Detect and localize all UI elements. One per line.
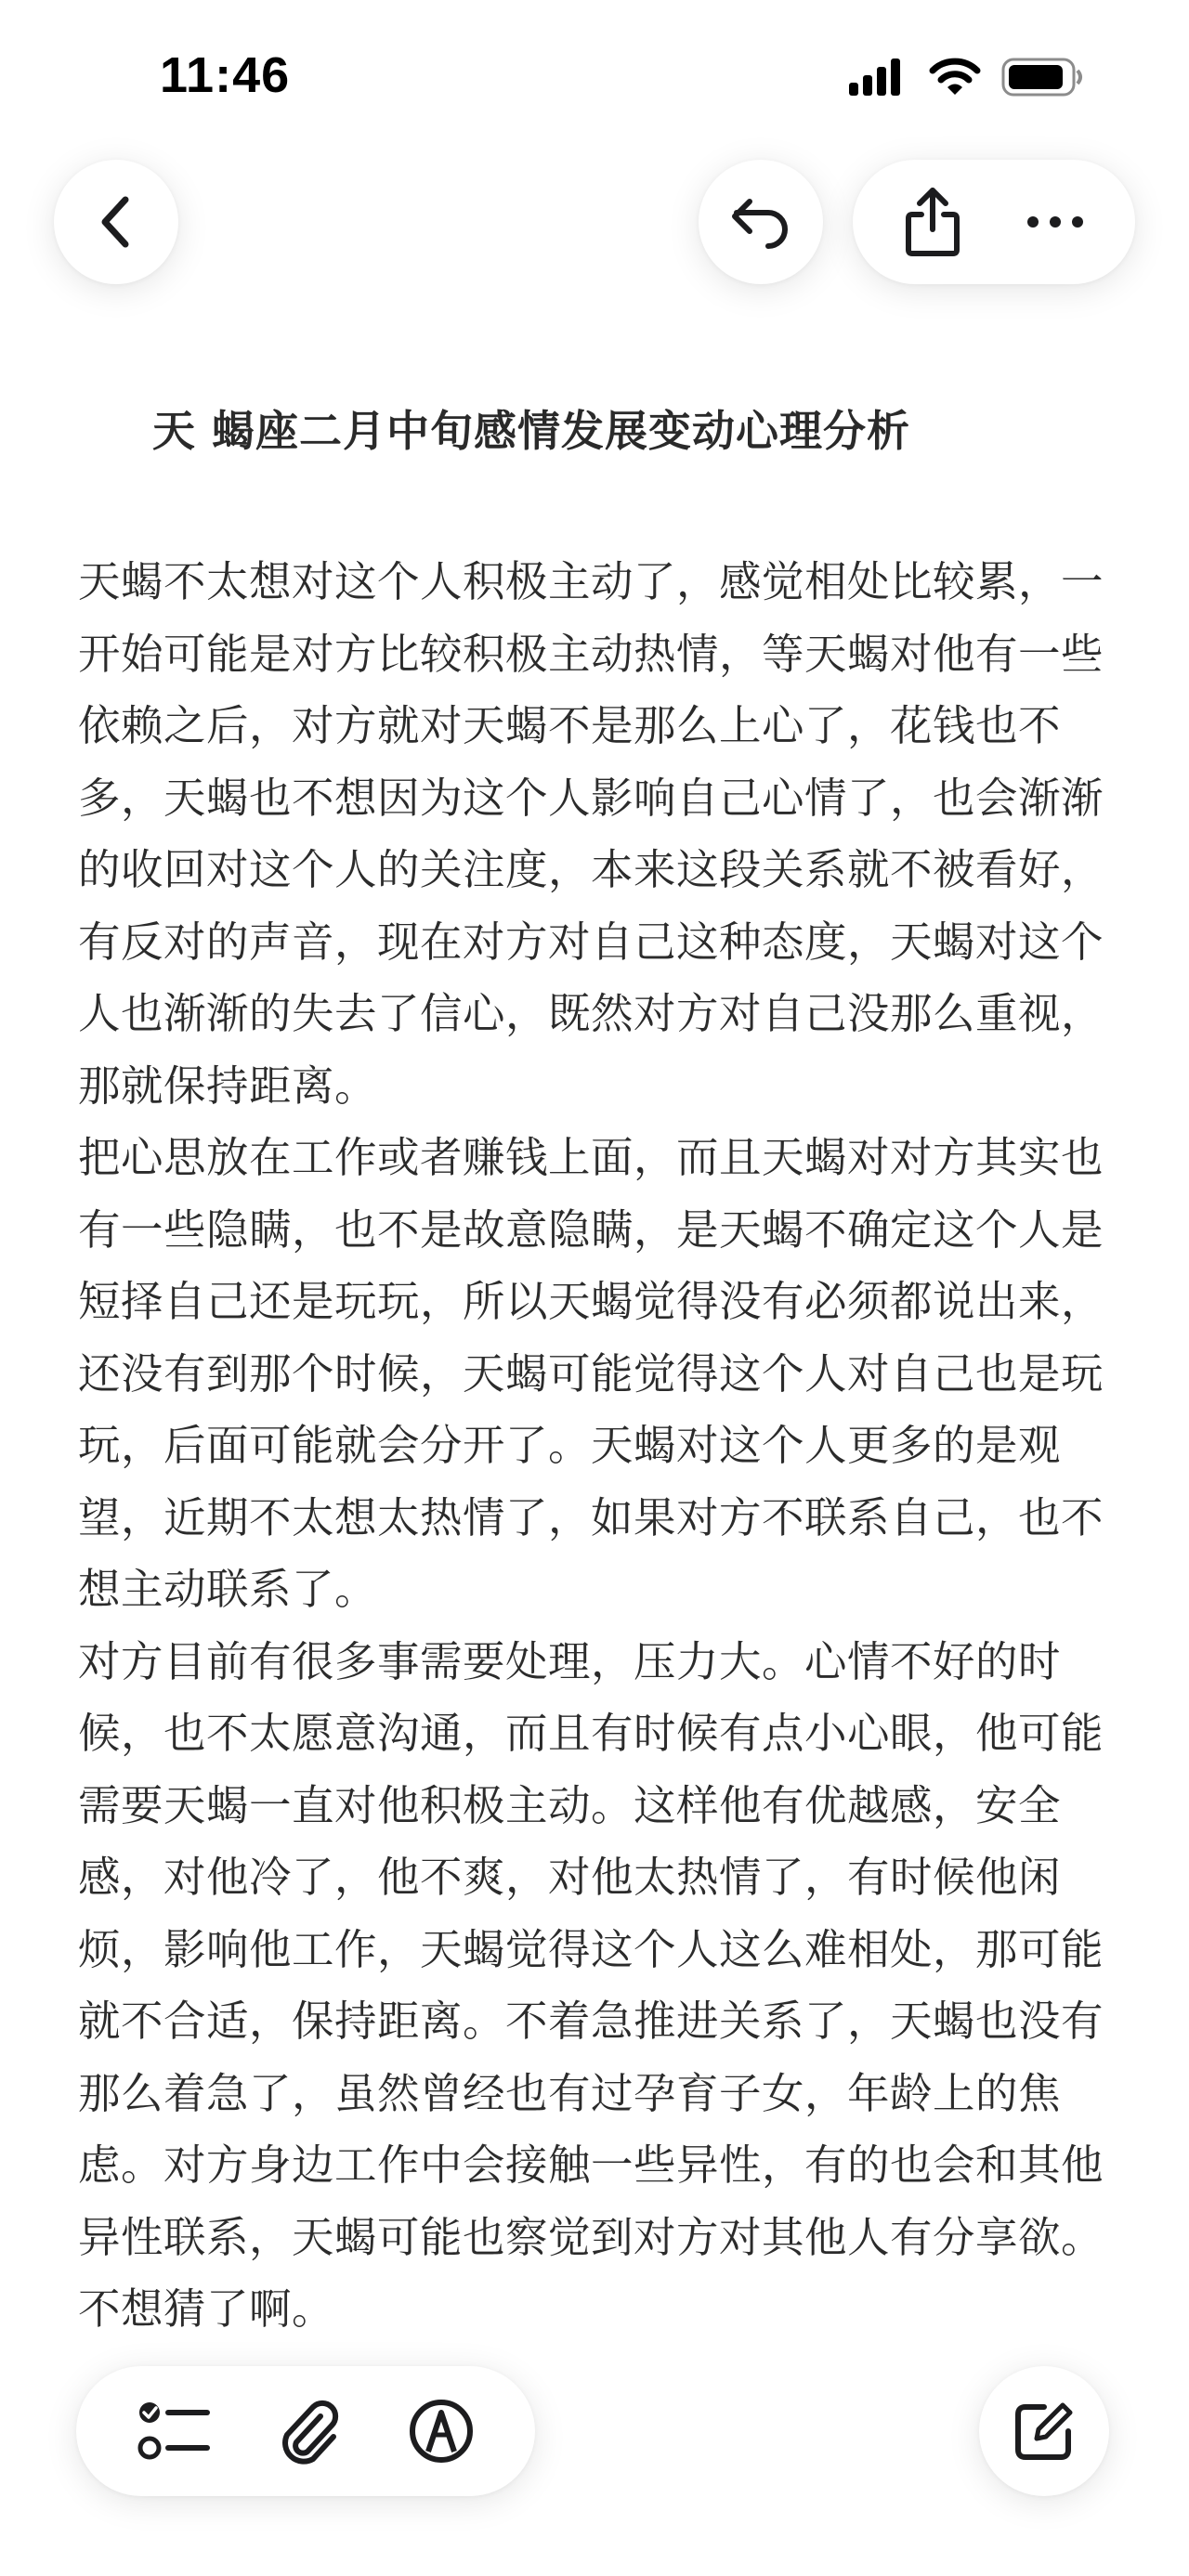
undo-icon: [729, 194, 792, 250]
note-actions: [853, 160, 1135, 284]
compose-button[interactable]: [979, 2366, 1109, 2496]
back-button[interactable]: [54, 160, 178, 284]
chevron-left-icon: [94, 194, 138, 250]
share-icon[interactable]: [903, 187, 962, 257]
checklist-icon[interactable]: [137, 2400, 211, 2463]
note-body[interactable]: [78, 546, 1111, 2346]
note-title[interactable]: 天 蝎座二月中旬感情发展变动心理分析: [152, 406, 911, 456]
note-paragraph: 把心思放在工作或者赚钱上面，而且天蝎对对方其实也有一些隐瞒，也不是故意隐瞒，是天蝎不确定这个人是短择自己还是玩玩，所以天蝎觉得没有必须都说出来，还没有到那个时候，天蝎可能觉得这个人对自己也是玩玩，后面可能就会分开了。天蝎对这个人更多的是观望，近期不太想太热情了，如果对方不联系自己，也不想主动联系了。: [78, 1133, 1104, 1614]
ellipsis-icon[interactable]: [1026, 215, 1085, 229]
bottom-toolbar: [76, 2366, 535, 2496]
battery-icon: [1001, 58, 1085, 97]
markup-pen-icon[interactable]: [408, 2398, 475, 2465]
compose-icon: [1013, 2400, 1076, 2463]
cellular-signal-icon: [849, 59, 908, 96]
status-bar: [0, 0, 1189, 158]
status-time: 11:46: [160, 47, 291, 103]
wifi-icon: [929, 58, 981, 97]
status-icons: [849, 58, 1085, 97]
paperclip-icon[interactable]: [276, 2398, 343, 2465]
note-paragraph: 天蝎不太想对这个人积极主动了，感觉相处比较累，一开始可能是对方比较积极主动热情，等天蝎对他有一些依赖之后，对方就对天蝎不是那么上心了，花钱也不多，天蝎也不想因为这个人影响自己心情了，也会渐渐的收回对这个人的关注度，本来这段关系就不被看好，有反对的声音，现在对方对自己这种态度，天蝎对这个人也渐渐的失去了信心，既然对方对自己没那么重视，那就保持距离。: [78, 557, 1104, 1111]
undo-button[interactable]: [699, 160, 823, 284]
note-paragraph: 对方目前有很多事需要处理，压力大。心情不好的时候，也不太愿意沟通，而且有时候有点小心眼，他可能需要天蝎一直对他积极主动。这样他有优越感，安全感，对他冷了，他不爽，对他太热情了，有时候他闲烦，影响他工作，天蝎觉得这个人这么难相处，那可能就不合适，保持距离。不着急推进关系了，天蝎也没有那么着急了，虽然曾经也有过孕育子女，年龄上的焦虑。对方身边工作中会接触一些异性，有的也会和其他异性联系，天蝎可能也察觉到对方对其他人有分享欲。不想猜了啊。: [78, 1636, 1104, 2334]
